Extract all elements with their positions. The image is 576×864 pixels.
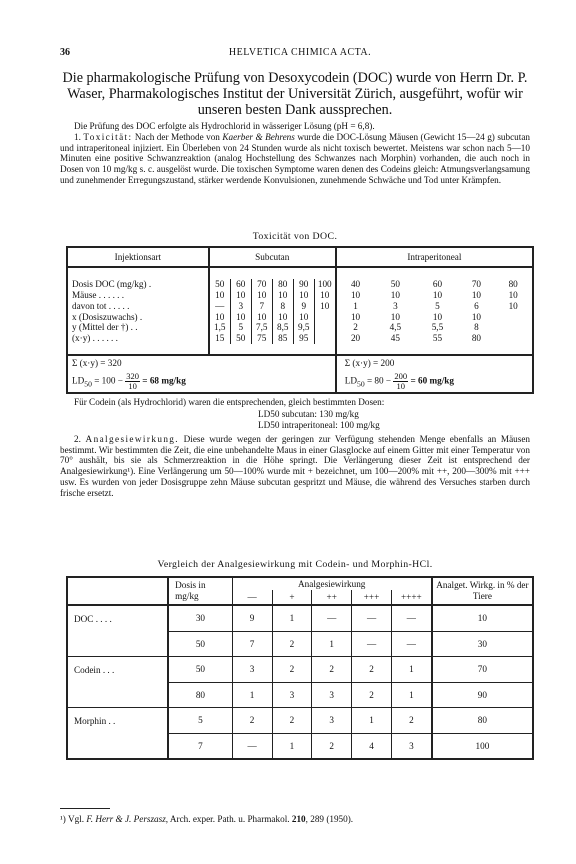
drug-name: Morphin . .	[67, 708, 168, 734]
denominator: 10	[128, 380, 137, 391]
cell-subcutan: —	[209, 300, 231, 311]
analgesia-count: 3	[272, 682, 312, 708]
analgesia-count: 2	[312, 733, 352, 759]
ld-result: = 60 mg/kg	[408, 375, 454, 386]
col-analgesia-level: ++	[312, 590, 352, 605]
cell-intraperitoneal: 6	[474, 300, 479, 311]
cell-intraperitoneal: 4,5	[389, 322, 402, 333]
paragraph-analgesia	[60, 434, 530, 498]
cell-intraperitoneal: 40	[336, 279, 375, 290]
cell-intraperitoneal: 10	[494, 290, 533, 301]
analgesia-count: 2	[391, 708, 431, 734]
row-label: Dosis DOC (mg/kg) .	[67, 279, 209, 290]
drug-name: DOC . . . .	[67, 605, 168, 631]
cell-intraperitoneal: 2	[336, 322, 375, 333]
cell-subcutan: 10	[251, 311, 272, 322]
ld-sub: 50	[84, 379, 92, 389]
analgesia-count: 1	[391, 657, 431, 683]
cell-subcutan: 9,5	[293, 322, 314, 333]
cell-intraperitoneal: 10	[336, 311, 375, 322]
analgesia-count: 2	[272, 657, 312, 683]
col-intraperitoneal: Intraperitoneal	[336, 247, 533, 267]
section-number: 1.	[74, 132, 84, 142]
cell-intraperitoneal: 45	[390, 333, 400, 344]
col-analgesia-level: ++++	[391, 590, 431, 605]
analgesia-count: —	[391, 605, 431, 631]
cell-subcutan: 9	[293, 300, 314, 311]
analgesia-count: 1	[391, 682, 431, 708]
effect-percent: 70	[432, 657, 533, 683]
analgesia-count: 1	[272, 605, 312, 631]
analgesia-count: 3	[232, 657, 272, 683]
cell-subcutan: 10	[209, 311, 231, 322]
journal-title: HELVETICA CHIMICA ACTA.	[228, 47, 372, 58]
cell-intraperitoneal: 1	[336, 300, 375, 311]
effect-percent: 10	[432, 605, 533, 631]
footnote-rule	[60, 808, 110, 809]
paragraph-text: Diese wurde wegen der geringen zur Verfügung stehenden Menge ebenfalls an Mäusen bestimmt. Wir bestimmten die Zeit, die eine unbehandelte Maus in einer Glasglocke auf einem Gitter mit einer Temperatur von 70° aushält, bis sie als Schmerzreaktion in die Höhe springt. Die Verlängerung dieser Zeit ist entsprechend der Analgesiewirkung¹). Eine Verlängerung um 50—100% wurde mit + bezeichnet, um 100—200% mit ++, 200—300% mit +++ usw. Es wurden von jeder Dosisgruppe zehn Mäuse subcutan gespritzt und Mäuse, die während des Versuches starben durch frische ersetzt.	[60, 434, 531, 498]
drug-name: Codein . . .	[67, 657, 168, 683]
col-analgesia-level: +++	[352, 590, 392, 605]
cell-intraperitoneal: 10	[471, 311, 482, 322]
col-effect: Analget. Wirkg. in % der Tiere	[432, 577, 533, 605]
cell-intraperitoneal: 10	[471, 289, 482, 300]
table-row	[67, 290, 533, 301]
analgesia-count: 1	[352, 708, 392, 734]
cell-intraperitoneal: 10	[390, 311, 400, 322]
table-row	[67, 631, 533, 657]
cell-subcutan: 75	[251, 333, 272, 344]
cell-subcutan: 100	[314, 279, 336, 290]
col-analgesia-level: +	[272, 590, 312, 605]
section-title: Analgesiewirkung.	[85, 434, 180, 444]
col-subcutan: Subcutan	[209, 247, 336, 267]
toxicity-table	[66, 246, 534, 394]
table-row	[67, 657, 533, 683]
cell-subcutan: 10	[314, 290, 336, 301]
cell-subcutan: 3	[230, 300, 251, 311]
cell-subcutan: 10	[209, 290, 231, 301]
cell-intraperitoneal: 5	[435, 300, 440, 311]
paragraph-ph: Die Prüfung des DOC erfolgte als Hydrochlorid in wässeriger Lösung (pH = 6,8).	[74, 121, 375, 131]
col-drug	[67, 577, 168, 605]
table-row	[67, 682, 533, 708]
intro-paragraph: Die pharmakologische Prüfung von Desoxycodein (DOC) wurde von Herrn Dr. P. Waser, Pharmakologisches Institut der Universität Zürich, ausgeführt, wofür wir unseren besten Dank aussprechen.	[62, 70, 528, 118]
analgesia-count: 2	[232, 708, 272, 734]
ld-label: LD	[72, 375, 85, 386]
table-row	[67, 733, 533, 759]
cell-subcutan: 60	[230, 279, 251, 290]
analgesia-count: 2	[352, 657, 392, 683]
ld-label: LD	[344, 375, 357, 386]
page-number: 36	[60, 47, 70, 58]
ld50-intraperitoneal	[336, 370, 533, 393]
row-label: davon tot . . . . .	[67, 300, 209, 311]
analgesia-count: —	[312, 605, 352, 631]
drug-name	[67, 631, 168, 657]
cell-subcutan: 7	[251, 300, 272, 311]
cell-subcutan: 1,5	[209, 322, 231, 333]
table-row	[67, 605, 533, 631]
cell-subcutan: 50	[230, 333, 251, 344]
cell-intraperitoneal: 10	[432, 289, 443, 300]
cell-intraperitoneal	[494, 322, 533, 333]
effect-percent: 100	[432, 733, 533, 759]
cell-subcutan: 15	[209, 333, 231, 344]
ld50-subcutan	[67, 370, 336, 393]
cell-intraperitoneal: 20	[336, 333, 375, 344]
analgesia-count: 3	[391, 733, 431, 759]
analgesia-count: 2	[272, 708, 312, 734]
cell-intraperitoneal: 10	[494, 300, 533, 311]
drug-name	[67, 682, 168, 708]
codein-intro	[60, 397, 530, 408]
drug-name	[67, 733, 168, 759]
cell-subcutan	[314, 333, 336, 344]
paragraph-text: Nach der Methode von	[132, 132, 223, 142]
table-header-row	[67, 247, 533, 267]
analgesia-count: —	[352, 605, 392, 631]
analgesia-count: —	[391, 631, 431, 657]
cell-subcutan: 70	[251, 279, 272, 290]
analgesia-count: 4	[352, 733, 392, 759]
cell-intraperitoneal: 5,5	[431, 322, 444, 333]
cell-subcutan: 10	[293, 311, 314, 322]
denominator: 10	[396, 380, 406, 391]
cell-subcutan: 7,5	[251, 322, 272, 333]
cell-subcutan: 10	[314, 300, 336, 311]
cell-subcutan: 50	[209, 279, 231, 290]
analgesia-count: 7	[232, 631, 272, 657]
cell-intraperitoneal: 50	[390, 279, 400, 290]
analgesia-count: 9	[232, 605, 272, 631]
ld-sub: 50	[357, 379, 365, 389]
cell-subcutan: 10	[272, 290, 293, 301]
cell-subcutan: 80	[272, 279, 293, 290]
author-names: Kaerber & Behrens	[222, 132, 295, 142]
cell-intraperitoneal: 80	[494, 279, 533, 290]
row-label: (x·y) . . . . . .	[67, 333, 209, 344]
cell-subcutan: 85	[272, 333, 293, 344]
cell-subcutan: 5	[230, 322, 251, 333]
footnote-rest: , 289 (1950).	[305, 814, 354, 824]
table-row	[67, 311, 533, 322]
table-row	[67, 279, 533, 290]
analgesia-count: 2	[312, 657, 352, 683]
analgesia-table	[66, 576, 534, 760]
cell-intraperitoneal	[494, 333, 533, 344]
cell-subcutan: 10	[293, 290, 314, 301]
col-injection-type: Injektionsart	[67, 247, 209, 267]
dose-cell: 5	[168, 708, 232, 734]
sum-intraperitoneal: Σ (x·y) = 200	[336, 355, 533, 370]
col-analgesia-level: —	[232, 590, 272, 605]
row-label: x (Dosiszuwachs) .	[67, 311, 209, 322]
dose-cell: 50	[168, 657, 232, 683]
analgesia-count: 2	[272, 631, 312, 657]
effect-percent: 30	[432, 631, 533, 657]
footnote-text: , Arch. exper. Path. u. Pharmakol.	[165, 814, 292, 824]
codein-ld-sc: LD50 subcutan: 130 mg/kg	[258, 409, 359, 419]
cell-intraperitoneal: 70	[471, 279, 482, 290]
numerator: 320	[126, 370, 139, 381]
footnote-mark: ¹) Vgl.	[60, 814, 87, 824]
section-number: 2.	[74, 434, 86, 444]
cell-intraperitoneal: 60	[432, 279, 443, 290]
cell-subcutan: 8,5	[272, 322, 293, 333]
footnote	[60, 814, 530, 824]
cell-intraperitoneal: 80	[471, 333, 482, 344]
analgesia-count: 3	[312, 682, 352, 708]
fraction	[393, 372, 408, 391]
dose-cell: 7	[168, 733, 232, 759]
table-row	[67, 333, 533, 344]
cell-intraperitoneal: 55	[432, 333, 443, 344]
ld-result: = 68 mg/kg	[140, 375, 186, 386]
cell-intraperitoneal: 3	[393, 300, 398, 311]
table-row	[67, 708, 533, 734]
analgesia-count: 3	[312, 708, 352, 734]
analgesia-count: 1	[312, 631, 352, 657]
cell-subcutan: 10	[230, 290, 251, 301]
fraction	[125, 372, 140, 391]
analgesia-count: —	[232, 733, 272, 759]
analgesia-count: 1	[272, 733, 312, 759]
ld-eq: = 80 −	[364, 375, 394, 386]
paragraph-text: wurde die DOC-Lösung Mäusen (Gewicht 15—24 g) subcutan und intraperitoneal injiziert. Ein Überleben von 24 Stunden wurde als nicht toxisch bewertet. Meistens war schon nach 5—10 Minuten eine positive Schwanzreaktion (analog Hochstellung des Schwanzes nach Morphin) vorhanden, die auch noch in Dosen von 10 mg/kg s. c. ausgelöst wurde. Die toxischen Symptome waren denen des Codeins gleich: Atmungsverlangsamung und zunehmender Erregungszustand, stärker werdende Konvulsionen, zunehmende Schwäche und Tod unter Krämpfen.	[60, 132, 530, 185]
effect-percent: 80	[432, 708, 533, 734]
cell-subcutan: 95	[293, 333, 314, 344]
dose-cell: 30	[168, 605, 232, 631]
cell-subcutan	[314, 311, 336, 322]
table1-caption: Toxicität von DOC.	[252, 231, 338, 242]
analgesia-count: —	[352, 631, 392, 657]
cell-subcutan: 10	[251, 290, 272, 301]
section-title: Toxicität:	[83, 132, 133, 142]
effect-percent: 90	[432, 682, 533, 708]
cell-subcutan: 10	[272, 311, 293, 322]
dose-cell: 50	[168, 631, 232, 657]
footnote-authors: F. Herr & J. Perszasz	[86, 814, 166, 824]
cell-subcutan: 10	[230, 311, 251, 322]
codein-text: Für Codein (als Hydrochlorid) waren die entsprechenden, gleich bestimmten Dosen:	[74, 397, 385, 407]
sum-subcutan: Σ (x·y) = 320	[67, 355, 336, 370]
col-dose: Dosis in mg/kg	[168, 577, 232, 605]
ld-eq: = 100 −	[91, 375, 126, 386]
table-row	[67, 300, 533, 311]
row-label: Mäuse . . . . . .	[67, 290, 209, 301]
dose-cell: 80	[168, 682, 232, 708]
cell-subcutan: 90	[293, 279, 314, 290]
footnote-volume: 210	[291, 814, 306, 824]
cell-subcutan	[314, 322, 336, 333]
cell-intraperitoneal: 10	[390, 289, 400, 300]
analgesia-count: 2	[352, 682, 392, 708]
cell-intraperitoneal: 10	[336, 290, 375, 301]
col-analgesia: Analgesiewirkung	[232, 577, 432, 590]
cell-subcutan: 8	[272, 300, 293, 311]
paragraph-toxicity	[60, 132, 530, 186]
table-row	[67, 322, 533, 333]
cell-intraperitoneal: 10	[432, 311, 443, 322]
table2-caption: Vergleich der Analgesiewirkung mit Codein- und Morphin-HCl.	[157, 559, 433, 570]
running-header	[60, 47, 540, 61]
cell-intraperitoneal: 8	[474, 322, 479, 333]
analgesia-count: 1	[232, 682, 272, 708]
cell-intraperitoneal	[494, 311, 533, 322]
codein-ld-ip: LD50 intraperitoneal: 100 mg/kg	[258, 420, 380, 430]
row-label: y (Mittel der †) . .	[67, 322, 209, 333]
numerator: 200	[394, 370, 408, 381]
